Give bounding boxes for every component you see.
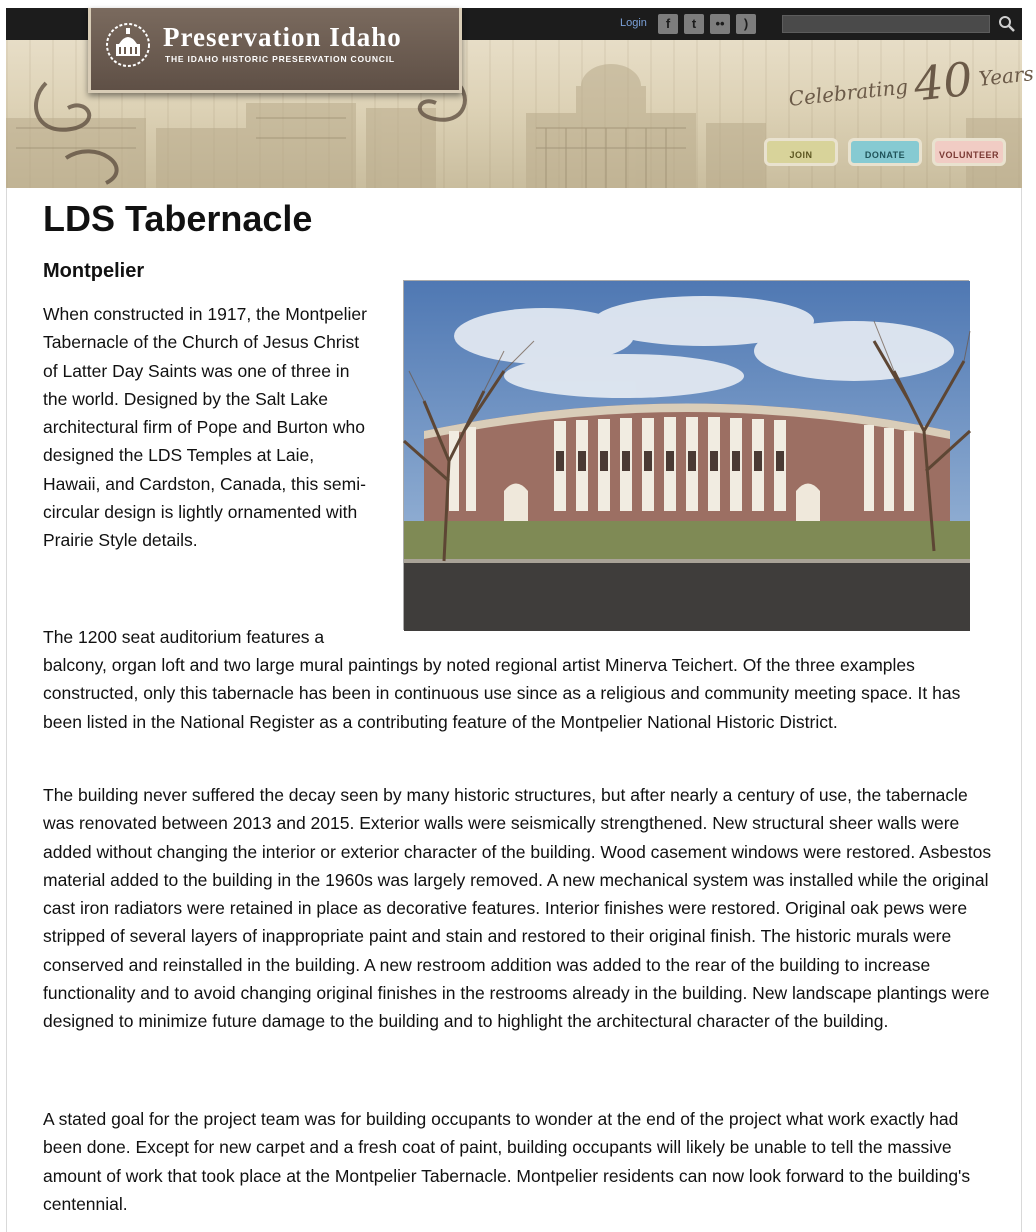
donate-button[interactable]: DONATE [848, 138, 922, 166]
join-button[interactable]: JOIN [764, 138, 838, 166]
page-title: LDS Tabernacle [43, 198, 313, 239]
paragraph-goal: A stated goal for the project team was for building occupants to wonder at the end of the project what work exactly had been done. Except for new carpet and a fresh coat of paint, building occupants will likely be unable to tell the massive amount of work that took place at the Montpelier Tabernacle. Montpelier residents can now look forward to the building's centennial. [43, 1109, 971, 1214]
tabernacle-photo-illustration [404, 281, 970, 631]
site-header [6, 8, 1035, 188]
page-subtitle: Montpelier [43, 260, 145, 282]
site-logo[interactable] [88, 8, 462, 93]
paragraph-intro: When constructed in 1917, the Montpelier Tabernacle of the Church of Jesus Christ of Latter Day Saints was one of three in the world. Designed by the Salt Lake architectural firm of Pope and Burton who designed the LDS Temples at Laie, Hawaii, and Cardston, Canada, this semi-circular design is lightly ornamented with Prairie Style details. [43, 304, 367, 551]
main-content [6, 188, 1022, 1232]
logo-title: Preservation Idaho [163, 22, 402, 52]
flickr-icon[interactable]: •• [710, 14, 730, 34]
celebrating-suffix: Years [977, 61, 1035, 91]
celebrating-number: 40 [911, 51, 976, 112]
search-icon[interactable] [996, 14, 1018, 34]
logo-subtitle: THE IDAHO HISTORIC PRESERVATION COUNCIL [165, 54, 395, 64]
capitol-emblem-icon [105, 22, 151, 68]
tabernacle-photo [403, 280, 969, 630]
rss-icon[interactable]: ) [736, 14, 756, 34]
volunteer-button[interactable]: VOLUNTEER [932, 138, 1006, 166]
paragraph-renovation: The building never suffered the decay seen by many historic structures, but after nearly a century of use, the tabernacle was renovated between 2013 and 2015. Exterior walls were seismically strengthened. New structural sheer walls were added without changing the interior or exterior character of the building. Wood casement windows were restored. Asbestos material added to the building in the 1960s was largely removed. A new mechanical system was installed while the original cast iron radiators were retained in place as decorative features. Interior finishes were restored. Original oak pews were stripped of several layers of inappropriate paint and stain and restored to their original finish. The historic murals were conserved and reinstalled in the building. A new restroom addition was added to the rear of the building to increase functionality and to avoid changing original finishes in the restrooms already in the building. New landscape plantings were designed to minimize future damage to the building and to highlight the architectural character of the building. [43, 785, 992, 1032]
celebrating-prefix: Celebrating [787, 74, 910, 111]
search-input[interactable] [782, 15, 990, 33]
login-link[interactable]: Login [620, 17, 647, 29]
paragraph-auditorium-start: The 1200 seat auditorium features a [43, 627, 325, 647]
facebook-icon[interactable]: f [658, 14, 678, 34]
twitter-icon[interactable]: t [684, 14, 704, 34]
paragraph-auditorium: balcony, organ loft and two large mural paintings by noted regional artist Minerva Teichert. Of the three examples constructed, only this tabernacle has been in continuous use since as a religious and community meeting space. It has been listed in the National Register as a contributing feature of the Montpelier National Historic District. [43, 655, 961, 732]
